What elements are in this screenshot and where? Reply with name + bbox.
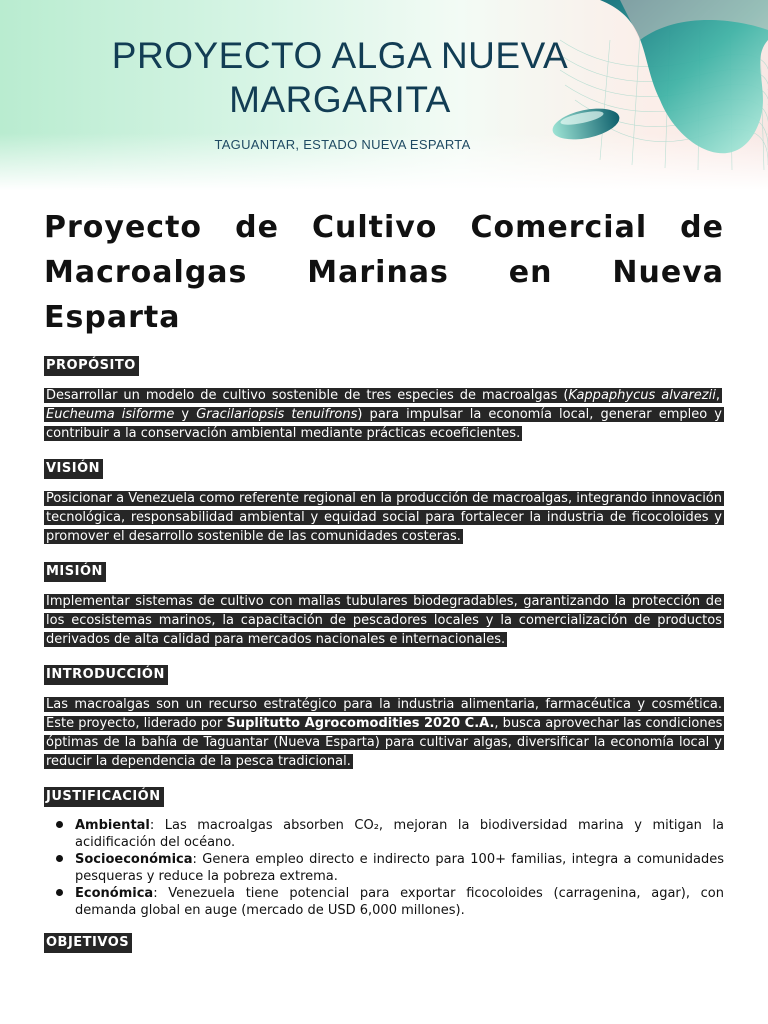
list-item-label: Socioeconómica: [75, 852, 193, 867]
section-heading-vision: VISIÓN: [44, 459, 103, 479]
section-proposito: [44, 354, 724, 443]
project-title-line-2: MARGARITA: [229, 79, 451, 120]
list-item-text: : Venezuela tiene potencial para exportar ficocoloides (carragenina, agar), con demanda global en auge (mercado de USD 6,000 millones).: [75, 886, 724, 918]
section-justificacion: [44, 785, 724, 919]
section-vision: [44, 457, 724, 546]
project-banner-title: [0, 34, 680, 122]
proposito-text-part: ) para impulsar la economía local, generar empleo y contribuir a la conservación ambiental mediante prácticas ecoeficientes.: [46, 407, 722, 441]
justificacion-list: [44, 817, 724, 919]
header-banner: [0, 0, 768, 190]
proposito-text: [44, 386, 724, 443]
section-heading-mision: MISIÓN: [44, 562, 106, 582]
list-item-text: : Las macroalgas absorben CO₂, mejoran la biodiversidad marina y mitigan la acidificación del océano.: [75, 818, 724, 850]
introduccion-text-part: Las macroalgas son un recurso estratégico para la industria alimentaria, farmacéutica y cosmética. Este proyecto, liderado por: [46, 697, 722, 731]
list-item-text: : Genera empleo directo e indirecto para 100+ familias, integra a comunidades pesqueras y reduce la pobreza extrema.: [75, 852, 724, 884]
proposito-text-part: Desarrollar un modelo de cultivo sostenible de tres especies de macroalgas (: [46, 388, 569, 403]
list-item-label: Económica: [75, 886, 154, 901]
section-objetivos: [44, 931, 724, 963]
section-heading-objetivos: OBJETIVOS: [44, 933, 132, 953]
introduccion-text-part: , busca aprovechar las condiciones óptimas de la bahía de Taguantar (Nueva Esparta) para cultivar algas, diversificar la economía local y reducir la dependencia de la pesca tradicional.: [46, 716, 723, 769]
bullet-icon: [56, 855, 63, 862]
section-introduccion: [44, 663, 724, 771]
bullet-icon: [56, 889, 63, 896]
bullet-icon: [56, 821, 63, 828]
vision-text: [44, 489, 724, 546]
project-location-subtitle: TAGUANTAR, ESTADO NUEVA ESPARTA: [214, 137, 471, 152]
list-item-label: Ambiental: [75, 818, 150, 833]
project-title-line-1: PROYECTO ALGA NUEVA: [111, 35, 569, 76]
introduccion-text: [44, 695, 724, 771]
section-heading-justificacion: JUSTIFICACIÓN: [44, 787, 164, 807]
document-body: [44, 205, 724, 963]
company-name: Suplitutto Agrocomodities 2020 C.A.: [226, 716, 495, 731]
vision-highlight: Posicionar a Venezuela como referente regional en la producción de macroalgas, integrando innovación tecnológica, responsabilidad ambiental y equidad social para fortalecer la industria de ficocoloides y promover el desarrollo sostenible de las comunidades costeras.: [46, 491, 722, 544]
species-name: Gracilariopsis tenuifrons: [196, 407, 358, 422]
section-heading-introduccion: INTRODUCCIÓN: [44, 665, 168, 685]
species-name: Kappaphycus alvarezii: [568, 388, 716, 403]
list-item: [44, 851, 724, 885]
separator: ,: [715, 388, 720, 403]
section-mision: [44, 560, 724, 649]
section-heading-proposito: PROPÓSITO: [44, 356, 139, 376]
list-item: [44, 885, 724, 919]
list-item: [44, 817, 724, 851]
species-name: Eucheuma isiforme: [46, 407, 175, 422]
mision-highlight: Implementar sistemas de cultivo con mallas tubulares biodegradables, garantizando la protección de los ecosistemas marinos, la capacitación de pescadores locales y la comercialización de productos derivados de alta calidad para mercados nacionales e internacionales.: [46, 594, 722, 647]
separator: y: [174, 407, 197, 422]
document-title: Proyecto de Cultivo Comercial de Macroalgas Marinas en Nueva Esparta: [44, 210, 724, 335]
mision-text: [44, 592, 724, 649]
